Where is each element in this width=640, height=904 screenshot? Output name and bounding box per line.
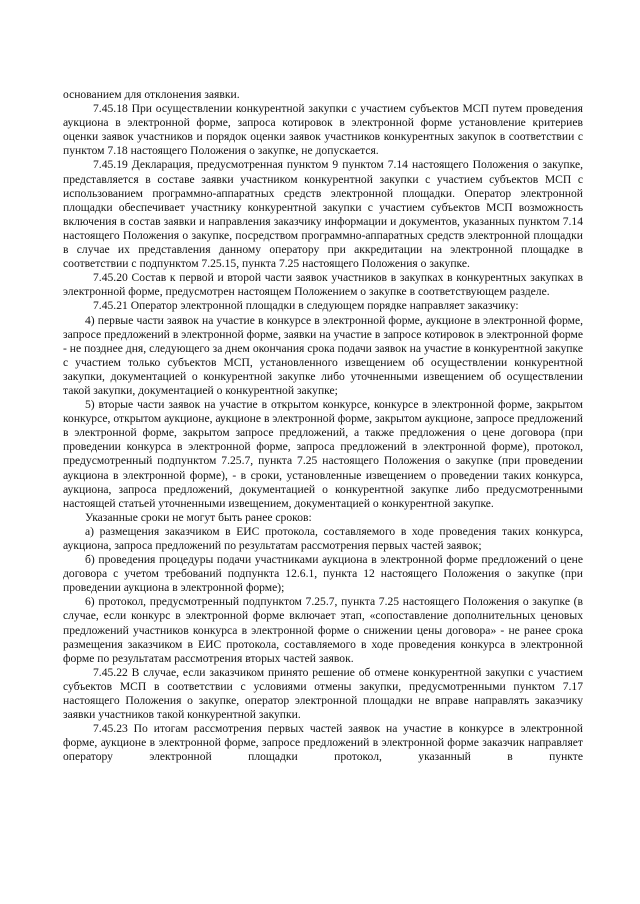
clause-number: 7.45.23 (93, 722, 128, 736)
deadline-intro: Указанные сроки не могут быть ранее сроков: (85, 510, 312, 524)
subparagraph-4: 4) первые части заявок на участие в конкурсе в электронной форме, аукционе в электронной форме, запросе предложений в электронной форме, заявки на участие в запросе котировок в электронной форме - не позднее дня, следующего за днем окончания срока подачи заявок на участие в конкурентной закупке с участием только субъектов МСП, установленного извещением об осуществлении конкурентной закупки, документацией о конкурентной закупке либо уточненными извещением об осуществлении такой закупки, документацией о конкурентной закупке; (63, 313, 583, 397)
paragraph-7-45-19: 7.45.19 Декларация, предусмотренная пунктом 9 пунктом 7.14 настоящего Положения о закупке, представляется в составе заявки участником конкурентной закупки с участием субъектов МСП с использованием программно-аппаратных средств электронной площадки. Оператор электронной площадки обеспечивает участнику конкурентной закупки с участием субъектов МСП возможность включения в состав заявки и направления заказчику информации и документов, указанных пунктом 7.14 настоящего Положения о закупке, посредством программно-аппаратных средств электронной площадки в случае их представления данному оператору при аккредитации на электронной площадке в соответствии с подпунктом 7.25.15, пункта 7.25 настоящего Положения о закупке. (63, 158, 583, 271)
clause-number: 7.45.19 (93, 158, 128, 172)
subparagraph-6: 6) протокол, предусмотренный подпунктом 7.25.7, пункта 7.25 настоящего Положения о закупке (в случае, если конкурс в электронной форме включает этап, «сопоставление дополнительных ценовых предложений участников конкурса в электронной форме о снижении цены договора» - не ранее срока размещения заказчиком в ЕИС протокола, составляемого в ходе проведения конкурса в электронной форме по результатам рассмотрения вторых частей заявок. (63, 595, 583, 665)
paragraph-7-45-22: 7.45.22 В случае, если заказчиком принято решение об отмене конкурентной закупки с участием субъектов МСП в соответствии с условиями отмены закупки, предусмотренными пунктом 7.17 настоящего Положения о закупке, оператор электронной площадки не вправе направлять заказчику заявки участников такой конкурентной закупки. (63, 665, 583, 722)
clause-number: 7.45.20 (93, 271, 128, 285)
paragraph-continuation: основанием для отклонения заявки. (63, 88, 240, 101)
clause-number: 7.45.22 (93, 665, 128, 679)
clause-number: 7.45.18 (93, 102, 128, 116)
paragraph-7-45-21: 7.45.21 Оператор электронной площадки в следующем порядке направляет заказчику: (93, 299, 519, 313)
paragraph-7-45-20: 7.45.20 Состав к первой и второй части заявок участников в закупках в конкурентных закупках в электронной форме, предусмотрен настоящем Положением о закупке в соответствующем разделе. (63, 271, 583, 299)
subparagraph-5: 5) вторые части заявок на участие в открытом конкурсе, конкурсе в электронной форме, закрытом конкурсе, открытом аукционе, аукционе в электронной форме, закрытом аукционе, запросе предложений в электронной форме, закрытом запросе предложений, а также предложения о цене договора (при проведении конкурса в электронной форме, запроса предложений в электронной форме), протокол, предусмотренный подпунктом 7.25.7, пункта 7.25 настоящего Положения о закупке (при проведении аукциона в электронной форме), - в сроки, установленные извещением о проведении таких конкурса, аукциона, запроса предложений, документацией о конкурентной закупке либо предусмотренными настоящей статьей уточненными извещением, документацией о конкурентной закупке. (63, 398, 583, 510)
clause-number: 7.45.21 (93, 299, 128, 313)
subparagraph-b: б) проведения процедуры подачи участниками аукциона в электронной форме предложений о цене договора с учетом требований подпункта 12.6.1, пункта 12 настоящего Положения о закупке (при проведении аукциона в электронной форме); (63, 553, 583, 595)
paragraph-7-45-18: 7.45.18 При осуществлении конкурентной закупки с участием субъектов МСП путем проведения аукциона в электронной форме, запроса котировок в электронной форме установление критериев оценки заявок участников и порядок оценки заявок участников конкурентных закупок в соответствии с пунктом 7.18 настоящего Положения о закупке, не допускается. (63, 102, 583, 158)
paragraph-7-45-23: 7.45.23 По итогам рассмотрения первых частей заявок на участие в конкурсе в электронной форме, аукционе в электронной форме, запросе предложений в электронной форме заказчик направляет оператору электронной площадки протокол, указанный в пункте (63, 722, 583, 764)
subparagraph-a: а) размещения заказчиком в ЕИС протокола, составляемого в ходе проведения таких конкурса, аукциона, запроса предложений по результатам рассмотрения первых частей заявок; (63, 524, 583, 552)
